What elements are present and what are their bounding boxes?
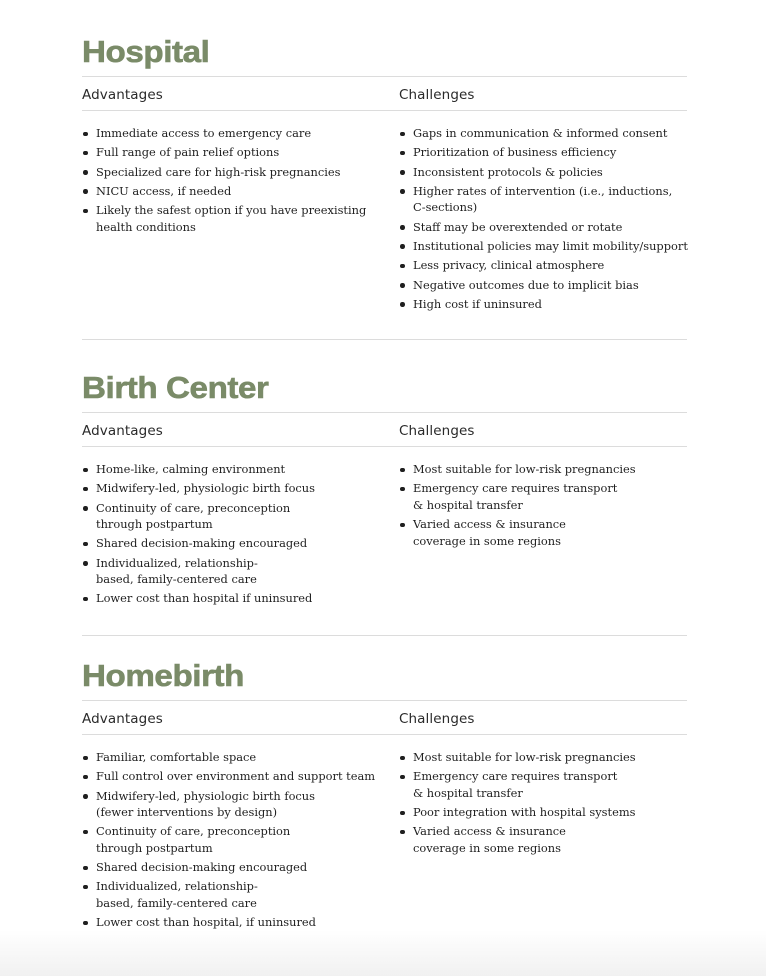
list-item: Home-like, calming environment: [82, 461, 382, 478]
advantages-list: [82, 125, 382, 238]
section-title: Homebirth: [82, 658, 245, 693]
advantages-heading: Advantages: [82, 87, 163, 103]
list-item: Emergency care requires transport & hospital transfer: [399, 480, 689, 513]
challenges-list: [399, 461, 689, 552]
list-item: Negative outcomes due to implicit bias: [399, 277, 689, 294]
list-item: Varied access & insurance coverage in some regions: [399, 823, 689, 856]
list-item: Institutional policies may limit mobility/support: [399, 238, 689, 255]
section-hospital: [82, 34, 688, 341]
section-title: Birth Center: [82, 370, 269, 405]
challenges-list: [399, 749, 689, 859]
list-item: Less privacy, clinical atmosphere: [399, 257, 689, 274]
list-item: Prioritization of business efficiency: [399, 144, 689, 161]
divider: [82, 446, 687, 447]
advantages-list: [82, 749, 382, 934]
challenges-list: [399, 125, 689, 315]
column-header-row: [82, 413, 687, 446]
advantages-heading: Advantages: [82, 711, 163, 727]
advantages-list: [82, 461, 382, 610]
advantages-heading: Advantages: [82, 423, 163, 439]
section-title: Hospital: [82, 34, 210, 69]
challenges-heading: Challenges: [399, 423, 475, 439]
list-item: Lower cost than hospital, if uninsured: [82, 914, 382, 931]
list-item: Higher rates of intervention (i.e., inductions, C-sections): [399, 183, 689, 216]
list-item: Varied access & insurance coverage in some regions: [399, 516, 689, 549]
list-item: High cost if uninsured: [399, 296, 689, 313]
divider: [82, 110, 687, 111]
list-item: Shared decision-making encouraged: [82, 535, 382, 552]
list-item: Specialized care for high-risk pregnancies: [82, 164, 382, 181]
list-item: Lower cost than hospital if uninsured: [82, 590, 382, 607]
list-item: Poor integration with hospital systems: [399, 804, 689, 821]
column-header-row: [82, 701, 687, 734]
list-item: Inconsistent protocols & policies: [399, 164, 689, 181]
list-item: Staff may be overextended or rotate: [399, 219, 689, 236]
list-item: NICU access, if needed: [82, 183, 382, 200]
section-divider: [82, 339, 687, 340]
section-divider: [82, 635, 687, 636]
list-item: Individualized, relationship- based, family-centered care: [82, 555, 382, 588]
section-homebirth: [82, 658, 687, 951]
challenges-heading: Challenges: [399, 87, 475, 103]
list-item: Likely the safest option if you have preexisting health conditions: [82, 202, 382, 235]
list-item: Immediate access to emergency care: [82, 125, 382, 142]
column-header-row: [82, 77, 687, 110]
list-item: Gaps in communication & informed consent: [399, 125, 689, 142]
list-item: Most suitable for low-risk pregnancies: [399, 749, 689, 766]
list-item: Individualized, relationship- based, family-centered care: [82, 878, 382, 911]
list-item: Familiar, comfortable space: [82, 749, 382, 766]
list-item: Continuity of care, preconception through postpartum: [82, 823, 382, 856]
divider: [82, 734, 687, 735]
list-item: Continuity of care, preconception through postpartum: [82, 500, 382, 533]
list-item: Emergency care requires transport & hospital transfer: [399, 768, 689, 801]
list-item: Shared decision-making encouraged: [82, 859, 382, 876]
section-birth-center: [82, 370, 687, 637]
list-item: Full control over environment and support team: [82, 768, 382, 785]
list-item: Midwifery-led, physiologic birth focus: [82, 480, 382, 497]
list-item: Most suitable for low-risk pregnancies: [399, 461, 689, 478]
challenges-heading: Challenges: [399, 711, 475, 727]
list-item: Full range of pain relief options: [82, 144, 382, 161]
list-item: Midwifery-led, physiologic birth focus (fewer interventions by design): [82, 788, 382, 821]
